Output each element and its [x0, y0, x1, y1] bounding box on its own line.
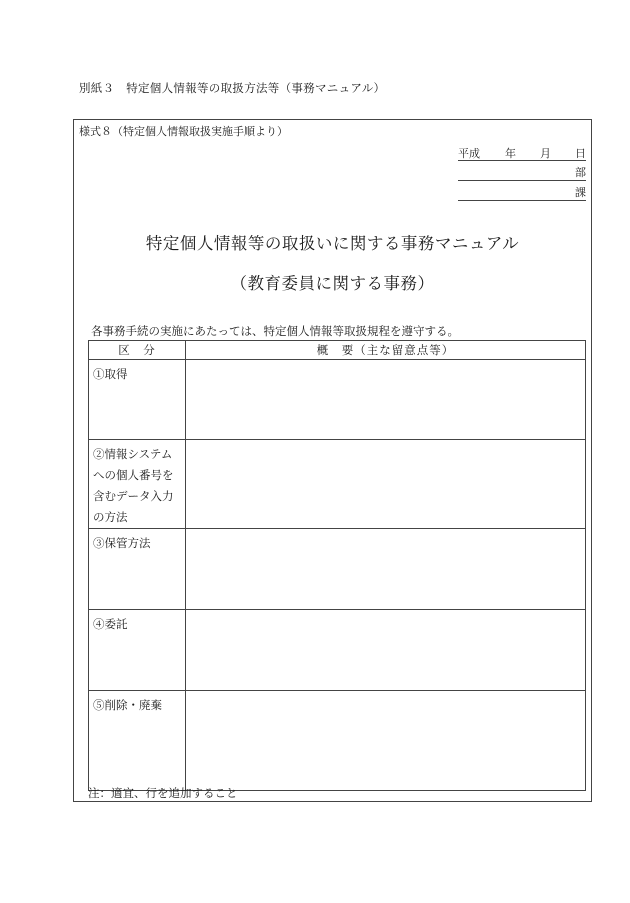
page-header: 別紙３ 特定個人情報等の取扱方法等（事務マニュアル） — [79, 81, 386, 95]
date-day-unit: 日 — [575, 147, 586, 160]
table-row — [89, 691, 586, 791]
table-row — [89, 360, 586, 440]
date-month-unit: 月 — [540, 147, 551, 160]
instruction-text: 各事務手続の実施にあたっては、特定個人情報等取扱規程を遵守する。 — [91, 324, 459, 338]
section-suffix: 課 — [575, 186, 586, 199]
table-row — [89, 610, 586, 691]
row-category-outsourcing: ④委託 — [89, 610, 186, 691]
section-field[interactable] — [458, 184, 586, 201]
date-era: 平成 — [458, 147, 480, 160]
row-summary-deletion[interactable] — [186, 691, 586, 791]
table-row — [89, 529, 586, 610]
table-header-row — [89, 341, 586, 360]
date-field[interactable] — [458, 144, 586, 161]
column-header-category: 区 分 — [89, 341, 186, 360]
form-label: 様式８（特定個人情報取扱実施手順より） — [79, 125, 288, 138]
row-summary-data-entry[interactable] — [186, 440, 586, 529]
form-frame — [73, 119, 592, 802]
row-summary-acquisition[interactable] — [186, 360, 586, 440]
document-subtitle: （教育委員に関する事務） — [230, 274, 435, 293]
row-category-data-entry: ②情報システムへの個人番号を含むデータ入力の方法 — [89, 440, 186, 529]
row-category-deletion: ⑤削除・廃棄 — [89, 691, 186, 791]
row-summary-outsourcing[interactable] — [186, 610, 586, 691]
date-year-unit: 年 — [505, 147, 516, 160]
manual-table — [88, 340, 586, 791]
row-summary-storage[interactable] — [186, 529, 586, 610]
footnote: 注：適宜、行を追加すること — [88, 786, 238, 800]
row-category-storage: ③保管方法 — [89, 529, 186, 610]
row-category-acquisition: ①取得 — [89, 360, 186, 440]
column-header-summary: 概 要（主な留意点等） — [186, 341, 586, 360]
table-row — [89, 440, 586, 529]
department-suffix: 部 — [575, 166, 586, 179]
document-title: 特定個人情報等の取扱いに関する事務マニュアル — [145, 234, 520, 253]
department-field[interactable] — [458, 164, 586, 181]
